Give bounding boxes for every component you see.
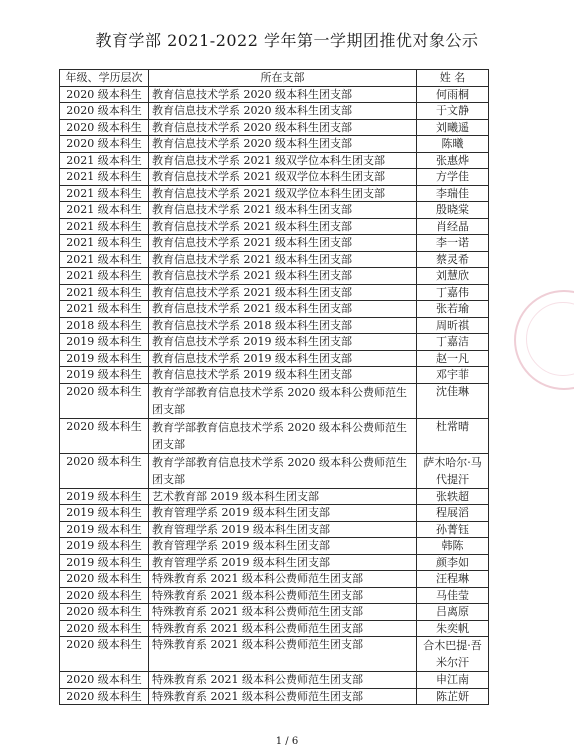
- cell-name: 殷晓棠: [417, 202, 489, 219]
- table-row: [60, 268, 489, 285]
- cell-branch: 特殊教育系 2021 级本科公费师范生团支部: [149, 587, 417, 604]
- cell-name: 沈佳琳: [417, 383, 489, 418]
- cell-grade: 2020 级本科生: [60, 688, 149, 705]
- table-row: [60, 672, 489, 689]
- cell-branch: 教育信息技术学系 2020 级本科生团支部: [149, 103, 417, 120]
- cell-name: 何雨桐: [417, 86, 489, 103]
- cell-name: 刘慧欣: [417, 268, 489, 285]
- table-row: [60, 383, 489, 418]
- cell-branch: 教育信息技术学系 2021 级本科生团支部: [149, 301, 417, 318]
- cell-name: 朱奕帆: [417, 620, 489, 637]
- table-row: [60, 169, 489, 186]
- header-branch: 所在支部: [149, 70, 417, 87]
- table-row: [60, 185, 489, 202]
- table-row: [60, 688, 489, 705]
- page-indicator: 1 / 6: [275, 736, 299, 747]
- cell-name: 于文静: [417, 103, 489, 120]
- cell-grade: 2018 级本科生: [60, 317, 149, 334]
- cell-branch: 教育管理学系 2019 级本科生团支部: [149, 505, 417, 522]
- cell-grade: 2019 级本科生: [60, 521, 149, 538]
- cell-branch: 教育管理学系 2019 级本科生团支部: [149, 554, 417, 571]
- cell-branch: 教育信息技术学系 2019 级本科生团支部: [149, 334, 417, 351]
- cell-branch: 特殊教育系 2021 级本科公费师范生团支部: [149, 571, 417, 588]
- table-header-row: [60, 70, 489, 87]
- cell-grade: 2019 级本科生: [60, 367, 149, 384]
- cell-name: 方学佳: [417, 169, 489, 186]
- cell-name: 申江南: [417, 672, 489, 689]
- cell-name: 杜常晴: [417, 418, 489, 453]
- table-row: [60, 202, 489, 219]
- cell-name: 张若瑜: [417, 301, 489, 318]
- cell-grade: 2021 级本科生: [60, 268, 149, 285]
- header-grade: 年级、学历层次: [60, 70, 149, 87]
- cell-branch: 教育信息技术学系 2020 级本科生团支部: [149, 136, 417, 153]
- cell-grade: 2021 级本科生: [60, 284, 149, 301]
- cell-name: 蔡灵希: [417, 251, 489, 268]
- cell-branch: 教育信息技术学系 2021 级双学位本科生团支部: [149, 152, 417, 169]
- cell-name: 李瑞佳: [417, 185, 489, 202]
- cell-grade: 2019 级本科生: [60, 350, 149, 367]
- cell-branch: 教育管理学系 2019 级本科生团支部: [149, 521, 417, 538]
- cell-name: 张惠烨: [417, 152, 489, 169]
- cell-branch: 教育学部教育信息技术学系 2020 级本科公费师范生团支部: [149, 383, 417, 418]
- table-row: [60, 317, 489, 334]
- table-row: [60, 571, 489, 588]
- cell-grade: 2020 级本科生: [60, 637, 149, 672]
- cell-grade: 2021 级本科生: [60, 235, 149, 252]
- header-name: 姓 名: [417, 70, 489, 87]
- cell-branch: 教育信息技术学系 2021 级双学位本科生团支部: [149, 185, 417, 202]
- cell-grade: 2020 级本科生: [60, 672, 149, 689]
- cell-branch: 教育信息技术学系 2021 级双学位本科生团支部: [149, 169, 417, 186]
- table-row: [60, 350, 489, 367]
- cell-name: 陈芷妍: [417, 688, 489, 705]
- cell-grade: 2021 级本科生: [60, 185, 149, 202]
- cell-grade: 2021 级本科生: [60, 152, 149, 169]
- cell-grade: 2021 级本科生: [60, 301, 149, 318]
- cell-name: 颜李如: [417, 554, 489, 571]
- table-row: [60, 418, 489, 453]
- cell-branch: 教育信息技术学系 2020 级本科生团支部: [149, 86, 417, 103]
- cell-grade: 2021 级本科生: [60, 251, 149, 268]
- cell-name: 肖经晶: [417, 218, 489, 235]
- cell-branch: 特殊教育系 2021 级本科公费师范生团支部: [149, 688, 417, 705]
- cell-name: 吕离原: [417, 604, 489, 621]
- cell-grade: 2021 级本科生: [60, 202, 149, 219]
- cell-branch: 教育信息技术学系 2021 级本科生团支部: [149, 235, 417, 252]
- cell-name: 韩陈: [417, 538, 489, 555]
- cell-grade: 2020 级本科生: [60, 119, 149, 136]
- cell-grade: 2020 级本科生: [60, 86, 149, 103]
- cell-branch: 特殊教育系 2021 级本科公费师范生团支部: [149, 672, 417, 689]
- table-row: [60, 637, 489, 672]
- table-row: [60, 136, 489, 153]
- document-title: 教育学部 2021-2022 学年第一学期团推优对象公示: [95, 31, 479, 50]
- cell-name: 合木巴提·吾米尔汗: [417, 637, 489, 672]
- cell-grade: 2021 级本科生: [60, 169, 149, 186]
- cell-grade: 2019 级本科生: [60, 505, 149, 522]
- cell-branch: 教育信息技术学系 2021 级本科生团支部: [149, 251, 417, 268]
- cell-name: 赵一凡: [417, 350, 489, 367]
- table-row: [60, 587, 489, 604]
- cell-branch: 教育学部教育信息技术学系 2020 级本科公费师范生团支部: [149, 453, 417, 488]
- cell-branch: 教育学部教育信息技术学系 2020 级本科公费师范生团支部: [149, 418, 417, 453]
- cell-grade: 2020 级本科生: [60, 453, 149, 488]
- cell-grade: 2020 级本科生: [60, 620, 149, 637]
- table-row: [60, 620, 489, 637]
- cell-branch: 教育信息技术学系 2020 级本科生团支部: [149, 119, 417, 136]
- table-row: [60, 152, 489, 169]
- cell-name: 张轶超: [417, 488, 489, 505]
- table-row: [60, 218, 489, 235]
- cell-name: 汪程琳: [417, 571, 489, 588]
- cell-branch: 教育信息技术学系 2021 级本科生团支部: [149, 284, 417, 301]
- cell-branch: 教育管理学系 2019 级本科生团支部: [149, 538, 417, 555]
- table-row: [60, 488, 489, 505]
- table-row: [60, 505, 489, 522]
- cell-grade: 2021 级本科生: [60, 218, 149, 235]
- table-row: [60, 521, 489, 538]
- cell-branch: 教育信息技术学系 2021 级本科生团支部: [149, 218, 417, 235]
- cell-name: 程展滔: [417, 505, 489, 522]
- table-row: [60, 367, 489, 384]
- table-row: [60, 235, 489, 252]
- table-row: [60, 301, 489, 318]
- cell-name: 刘曦遥: [417, 119, 489, 136]
- table-row: [60, 251, 489, 268]
- table-row: [60, 86, 489, 103]
- candidate-table: [59, 69, 489, 705]
- table-row: [60, 538, 489, 555]
- cell-name: 丁嘉洁: [417, 334, 489, 351]
- cell-grade: 2020 级本科生: [60, 383, 149, 418]
- table-row: [60, 334, 489, 351]
- cell-name: 丁嘉伟: [417, 284, 489, 301]
- cell-name: 马佳莹: [417, 587, 489, 604]
- cell-grade: 2019 级本科生: [60, 334, 149, 351]
- cell-grade: 2019 级本科生: [60, 538, 149, 555]
- cell-branch: 教育信息技术学系 2019 级本科生团支部: [149, 350, 417, 367]
- cell-grade: 2020 级本科生: [60, 136, 149, 153]
- cell-grade: 2020 级本科生: [60, 571, 149, 588]
- cell-branch: 特殊教育系 2021 级本科公费师范生团支部: [149, 604, 417, 621]
- cell-name: 周昕祺: [417, 317, 489, 334]
- cell-grade: 2019 级本科生: [60, 488, 149, 505]
- cell-branch: 特殊教育系 2021 级本科公费师范生团支部: [149, 620, 417, 637]
- cell-grade: 2020 级本科生: [60, 587, 149, 604]
- table-row: [60, 453, 489, 488]
- cell-grade: 2020 级本科生: [60, 103, 149, 120]
- table-row: [60, 554, 489, 571]
- table-row: [60, 284, 489, 301]
- cell-name: 孙菁钰: [417, 521, 489, 538]
- cell-branch: 艺术教育部 2019 级本科生团支部: [149, 488, 417, 505]
- cell-branch: 教育信息技术学系 2021 级本科生团支部: [149, 202, 417, 219]
- cell-grade: 2020 级本科生: [60, 418, 149, 453]
- cell-branch: 教育信息技术学系 2019 级本科生团支部: [149, 367, 417, 384]
- cell-name: 邓宇菲: [417, 367, 489, 384]
- table-row: [60, 103, 489, 120]
- cell-branch: 特殊教育系 2021 级本科公费师范生团支部: [149, 637, 417, 672]
- cell-branch: 教育信息技术学系 2021 级本科生团支部: [149, 268, 417, 285]
- cell-grade: 2019 级本科生: [60, 554, 149, 571]
- table-row: [60, 604, 489, 621]
- cell-name: 萨木哈尔·马代提汗: [417, 453, 489, 488]
- cell-name: 李一诺: [417, 235, 489, 252]
- cell-grade: 2020 级本科生: [60, 604, 149, 621]
- cell-name: 陈曦: [417, 136, 489, 153]
- cell-branch: 教育信息技术学系 2018 级本科生团支部: [149, 317, 417, 334]
- table-row: [60, 119, 489, 136]
